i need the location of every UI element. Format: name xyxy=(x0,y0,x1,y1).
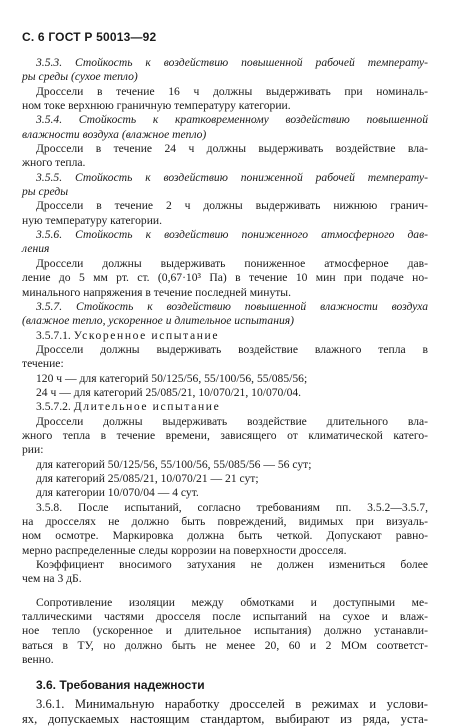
clause-title: влажности воздуха (влажное тепло) xyxy=(22,127,207,141)
clause-3-5-7 xyxy=(22,300,428,329)
subclause-title: Ускоренное испытание xyxy=(73,328,220,342)
clause-text: 3.6.1. Минимальную наработку дросселей в режимах и услови- xyxy=(36,696,428,711)
clause-text: ваться в ТУ, но должно быть не менее 20, 60 и 2 МОм соответст- xyxy=(22,638,428,652)
section-heading: 3.6. Требования надежности xyxy=(36,678,205,693)
clause-text: таллическими частями дросселя после испытаний на сухое и влаж- xyxy=(22,610,428,624)
clause-text: на дросселях не должно быть повреждений, видимых при визуаль- xyxy=(22,515,428,528)
clause-3-5-3 xyxy=(22,56,428,113)
clause-3-5-7-2 xyxy=(22,400,428,500)
clause-3-5-5 xyxy=(22,171,428,228)
page-header: С. 6 ГОСТ Р 50013—92 xyxy=(22,30,157,44)
clause-text: рии: xyxy=(22,443,44,457)
clause-text: минального напряжения в течение последней минуты. xyxy=(22,285,291,299)
subclause-heading xyxy=(22,329,428,343)
clause-text: ную температуру категории. xyxy=(22,213,163,227)
list-item: для категорий 25/085/21, 10/070/21 — 21 сут; xyxy=(36,471,259,485)
attenuation-paragraph xyxy=(22,558,428,587)
clause-3-5-4 xyxy=(22,113,428,170)
clause-title: 3.5.6. Стойкость к воздействию пониженного атмосферного дав- xyxy=(36,228,428,242)
subclause-heading xyxy=(22,400,428,414)
clause-text: Дроссели должны выдерживать воздействие длительного вла- xyxy=(36,414,428,428)
clause-title: ры среды (сухое тепло) xyxy=(22,70,138,84)
clause-text: Сопротивление изоляции между обмотками и доступными ме- xyxy=(36,595,428,609)
clause-3-6-1 xyxy=(22,697,428,728)
clause-text: жного тепла в течение времени, зависящего от климатической катего- xyxy=(22,428,428,442)
subclause-number: 3.5.7.2. xyxy=(36,400,71,414)
clause-title: 3.5.5. Стойкость к воздействию пониженной рабочей температу- xyxy=(36,170,428,184)
clause-text: ях, допускаемых настоящим стандартом, выбирают из ряда, уста- xyxy=(22,712,428,727)
insulation-paragraph xyxy=(22,596,428,668)
clause-text: Дроссели в течение 2 ч должны выдерживать нижнюю гранич- xyxy=(36,199,428,213)
clause-text: Дроссели в течение 16 ч должны выдерживать при номиналь- xyxy=(36,84,428,98)
clause-text: 3.5.8. После испытаний, согласно требованиям пп. 3.5.2—3.5.7, xyxy=(36,500,428,514)
subclause-number: 3.5.7.1. xyxy=(36,328,71,342)
clause-text: ном токе верхнюю граничную температуру категории. xyxy=(22,99,291,113)
clause-text: течение: xyxy=(22,357,64,371)
clause-text: чем на 3 дБ. xyxy=(22,572,82,586)
list-item: для категории 10/070/04 — 4 сут. xyxy=(36,486,199,500)
clause-text: мерно распределенные следы коррозии на поверхности дросселя. xyxy=(22,543,347,557)
clause-text: ное тепло (ускоренное и длительное испытания) должно устанавли- xyxy=(22,624,428,638)
list-item: 24 ч — для категорий 25/085/21, 10/070/21, 10/070/04. xyxy=(36,385,302,399)
clause-title: ления xyxy=(22,242,50,256)
clause-text: Дроссели должны выдерживать пониженное атмосферное дав- xyxy=(36,256,428,270)
clause-text: венно. xyxy=(22,653,54,667)
clause-text: ление до 5 мм рт. ст. (0,67·10³ Па) в течение 10 мин при подаче но- xyxy=(22,271,428,285)
clause-text: Дроссели должны выдерживать воздействие влажного тепла в xyxy=(36,342,428,356)
list-item: для категорий 50/125/56, 55/100/56, 55/085/56 — 56 сут; xyxy=(36,457,312,471)
page-content xyxy=(22,56,428,728)
clause-title: ры среды xyxy=(22,185,69,199)
clause-3-5-8 xyxy=(22,501,428,558)
clause-text: жного тепла. xyxy=(22,156,86,170)
subclause-title: Длительное испытание xyxy=(73,400,221,414)
clause-text: ном осмотре. Маркировка должна быть четкой. Допускают равно- xyxy=(22,529,428,543)
clause-title: 3.5.4. Стойкость к кратковременному воздействию повышенной xyxy=(36,113,428,127)
clause-title: 3.5.7. Стойкость к воздействию повышенной влажности воздуха xyxy=(36,299,428,313)
clause-text: Коэффициент вносимого затухания не должен измениться более xyxy=(36,558,428,572)
list-item: 120 ч — для категорий 50/125/56, 55/100/56, 55/085/56; xyxy=(36,371,308,385)
clause-text: Дроссели в течение 24 ч должны выдерживать воздействие вла- xyxy=(36,142,428,156)
clause-3-5-7-1 xyxy=(22,329,428,401)
clause-3-5-6 xyxy=(22,228,428,300)
clause-title: 3.5.3. Стойкость к воздействию повышенной рабочей температу- xyxy=(36,56,428,69)
clause-title: (влажное тепло, ускоренное и длительное испытания) xyxy=(22,314,294,328)
